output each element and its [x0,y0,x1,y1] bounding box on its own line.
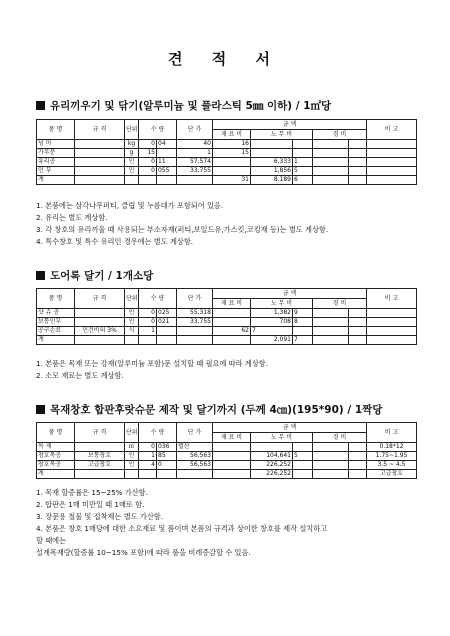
cell-expense [313,452,349,461]
cell-labor: 7 [251,327,293,336]
cell-expense-dec [349,452,367,461]
cell-unit [125,336,139,345]
cell-spec [75,336,125,345]
cell-expense-dec [349,140,367,149]
estimate-table-glass [36,119,417,185]
cell-qty-int: 0 [139,318,157,327]
cell-qty-dec: 04 [157,140,177,149]
table-row [37,158,417,167]
cell-price: 56,563 [177,452,213,461]
cell-name: 계 [37,336,75,345]
cell-spec [75,443,125,452]
cell-expense-dec [349,158,367,167]
notes-wooden-door [36,487,436,559]
cell-price: 33,755 [177,318,213,327]
cell-name: 목 재 [37,443,75,452]
cell-unit: kg [125,140,139,149]
header-material: 재 료 비 [213,130,251,140]
cell-spec [75,149,125,158]
header-note: 비 고 [367,423,417,443]
cell-price [177,176,213,185]
note-line: 2. 소모 재료는 별도 계상함. [36,371,124,380]
cell-spec [75,318,125,327]
cell-price: 1 [177,149,213,158]
header-amount: 금 액 [213,289,367,299]
cell-material [213,309,251,318]
cell-qty-int [139,336,157,345]
section-heading-glass [36,98,331,113]
cell-expense-dec [349,176,367,185]
cell-expense-dec [349,318,367,327]
cell-labor-dec: 6 [293,176,313,185]
bullet-square-icon [36,101,45,110]
cell-unit [125,470,139,479]
cell-price: 55,318 [177,309,213,318]
table-row [37,443,417,452]
cell-name: 유리공 [37,158,75,167]
cell-spec [75,176,125,185]
cell-qty-int: 0 [139,309,157,318]
table-row [37,461,417,470]
table-row [37,149,417,158]
cell-labor: 2,091 [251,336,293,345]
note-line: 4. 특수창호 및 특수 유리인 경우에는 별도 계상함. [36,237,194,246]
header-spec: 규 격 [75,289,125,309]
header-labor: 노 무 비 [251,130,313,140]
cell-labor: 6,333 [251,158,293,167]
cell-qty-dec: 055 [157,167,177,176]
header-name: 품 명 [37,289,75,309]
cell-labor-dec [293,461,313,470]
cell-expense [313,309,349,318]
cell-note: 0.18*12 [367,443,417,452]
cell-qty-dec [157,327,177,336]
cell-qty-int: 1 [139,452,157,461]
cell-material [213,461,251,470]
cell-unit: 인 [125,158,139,167]
cell-labor-dec: 5 [293,452,313,461]
cell-labor [251,443,293,452]
cell-labor-dec: 8 [293,318,313,327]
cell-qty-dec: 021 [157,318,177,327]
table-row [37,318,417,327]
cell-expense [313,167,349,176]
cell-expense [313,443,349,452]
header-qty: 수 량 [139,423,177,443]
cell-expense-dec [349,461,367,470]
table-row [37,452,417,461]
cell-labor: 1,382 [251,309,293,318]
header-amount: 금 액 [213,120,367,130]
table-total-row [37,470,417,479]
bullet-square-icon [36,271,45,280]
table-row [37,167,417,176]
cell-labor-dec [293,443,313,452]
notes-doorlock [36,358,436,382]
cell-note [367,318,417,327]
cell-material [213,167,251,176]
cell-name: 계 [37,176,75,185]
header-unit: 단위 [125,120,139,140]
cell-material [213,336,251,345]
table-row [37,140,417,149]
cell-price: 57,574 [177,158,213,167]
cell-material [213,470,251,479]
header-expense: 경 비 [313,299,367,309]
cell-expense-dec [349,309,367,318]
cell-material: 62 [213,327,251,336]
cell-expense [313,140,349,149]
cell-labor [251,140,293,149]
cell-expense [313,176,349,185]
cell-qty-dec [157,336,177,345]
cell-unit: 인 [125,167,139,176]
cell-note [367,140,417,149]
table-total-row [37,336,417,345]
note-line: 2. 합판은 1매 미만일 때 1매로 함. [36,500,145,509]
cell-qty-int: 0 [139,167,157,176]
cell-name: 넝 마 [37,140,75,149]
cell-note [367,336,417,345]
header-note: 비 고 [367,120,417,140]
cell-labor: 8,189 [251,176,293,185]
cell-unit: 식 [125,327,139,336]
cell-expense-dec [349,149,367,158]
cell-material [213,318,251,327]
header-qty: 수 량 [139,289,177,309]
cell-material: 31 [213,176,251,185]
cell-material [213,158,251,167]
cell-expense [313,327,349,336]
estimate-table-wooden-door [36,422,417,479]
cell-qty-int [139,470,157,479]
header-unit: 단위 [125,289,139,309]
header-spec: 규 격 [75,423,125,443]
cell-qty-int: 0 [139,158,157,167]
cell-labor-dec: 5 [293,167,313,176]
page-title: 견 적 서 [168,50,282,68]
cell-spec: 인건비의 3% [75,327,125,336]
cell-qty-dec: 85 [157,452,177,461]
cell-expense [313,336,349,345]
cell-name: 계 [37,470,75,479]
table-row [37,309,417,318]
cell-price [177,327,213,336]
cell-note [367,158,417,167]
cell-spec: 고급창호 [75,461,125,470]
header-qty: 수 량 [139,120,177,140]
table-total-row [37,176,417,185]
cell-labor: 1,856 [251,167,293,176]
cell-labor-dec [293,140,313,149]
note-line: 3. 장문용 철물 및 접착제는 별도 가산함. [36,512,163,521]
cell-unit: 인 [125,461,139,470]
header-expense: 경 비 [313,130,367,140]
cell-qty-dec [157,470,177,479]
cell-name: 보통인부 [37,318,75,327]
cell-note: 3.5 ~ 4.5 [367,461,417,470]
cell-spec [75,158,125,167]
cell-name: 창호목공 [37,461,75,470]
cell-labor-dec [293,470,313,479]
cell-labor-dec [293,149,313,158]
cell-unit: ㎥ [125,443,139,452]
note-line: 할 때에는 [36,536,67,545]
cell-unit: g [125,149,139,158]
cell-note [367,309,417,318]
cell-name: 인 부 [37,167,75,176]
header-amount: 금 액 [213,423,367,433]
cell-unit: 인 [125,452,139,461]
table-header-row [37,423,417,433]
section-heading-text: 유리끼우기 및 닦기(알루미늄 및 플라스틱 5㎜ 이하) / 1㎡당 [50,100,332,112]
cell-unit: 인 [125,309,139,318]
section-heading-text: 목재창호 합판후랏슈문 제작 및 달기까지 (두께 4㎝)(195*90) / 1짝당 [50,404,383,416]
cell-spec [75,309,125,318]
header-price: 단 가 [177,289,213,309]
header-material: 재 료 비 [213,299,251,309]
cell-qty-dec: 036 [157,443,177,452]
bullet-square-icon [36,405,45,414]
note-line: 1. 본품에는 삼각나무퍼티, 클립 및 누름대가 포함되어 있음. [36,201,224,210]
cell-material: 15 [213,149,251,158]
cell-spec: 보통창호 [75,452,125,461]
cell-labor: 104,641 [251,452,293,461]
header-unit: 단위 [125,423,139,443]
note-line: 설계목재량(할증률 10~15% 포함)에 따라 품을 비례증감할 수 있음. [36,548,251,557]
cell-labor-dec: 7 [293,336,313,345]
note-line: 4. 본품은 창호 1매당에 대한 소요재료 및 품이며 본품의 규격과 상이한 창호를 제작 설치하고 [36,524,328,533]
cell-labor [251,149,293,158]
header-name: 품 명 [37,423,75,443]
cell-qty-int: 1 [139,327,157,336]
cell-qty-int: 15 [139,149,157,158]
cell-spec [75,140,125,149]
section-heading-doorlock [36,268,153,283]
cell-qty-dec: 025 [157,309,177,318]
table-header-row [37,289,417,299]
cell-labor-dec: 9 [293,309,313,318]
cell-qty-dec: 0 [157,461,177,470]
header-material: 재 료 비 [213,433,251,443]
cell-expense-dec [349,336,367,345]
cell-unit: 인 [125,318,139,327]
header-name: 품 명 [37,120,75,140]
cell-note [367,327,417,336]
cell-qty-int [139,176,157,185]
cell-name: 가루분 [37,149,75,158]
notes-glass [36,200,436,248]
header-labor: 노 무 비 [251,433,313,443]
cell-material: 16 [213,140,251,149]
estimate-table-doorlock [36,288,417,345]
cell-material [213,443,251,452]
note-line: 3. 각 창호의 유리끼울 때 사용되는 부소자재(퍼티,보일드유,가스킷,코킹재 등)는 별도 계상함. [36,225,329,234]
cell-name: 공구손료 [37,327,75,336]
cell-expense-dec [349,470,367,479]
cell-expense [313,470,349,479]
cell-price: 33,755 [177,167,213,176]
cell-labor-dec: 1 [293,158,313,167]
cell-note [367,167,417,176]
cell-note: 고급창호 [367,470,417,479]
note-line: 2. 유리는 별도 계상함. [36,213,108,222]
header-note: 비 고 [367,289,417,309]
cell-price [177,470,213,479]
header-price: 단 가 [177,423,213,443]
cell-expense-dec [349,443,367,452]
table-header-row [37,120,417,130]
cell-material [213,452,251,461]
section-heading-text: 도어록 달기 / 1개소당 [50,270,154,282]
cell-name: 샷 슈 공 [37,309,75,318]
header-expense: 경 비 [313,433,367,443]
cell-note [367,149,417,158]
header-labor: 노 무 비 [251,299,313,309]
cell-expense [313,158,349,167]
cell-qty-dec [157,149,177,158]
cell-qty-dec: 11 [157,158,177,167]
cell-expense-dec [349,167,367,176]
cell-price [177,336,213,345]
cell-unit [125,176,139,185]
cell-price: 56,563 [177,461,213,470]
table-row [37,327,417,336]
cell-qty-int: 0 [139,443,157,452]
header-spec: 규 격 [75,120,125,140]
cell-price: 별산 [177,443,213,452]
cell-price: 40 [177,140,213,149]
cell-expense-dec [349,327,367,336]
cell-expense [313,318,349,327]
cell-note: 1.75~1.95 [367,452,417,461]
note-line: 1. 목재 할증률은 15~25% 가산함. [36,488,148,497]
cell-qty-int: 4 [139,461,157,470]
cell-labor-dec [293,327,313,336]
cell-labor: 226,252 [251,461,293,470]
cell-spec [75,167,125,176]
cell-qty-dec [157,176,177,185]
cell-name: 창호목공 [37,452,75,461]
header-price: 단 가 [177,120,213,140]
section-heading-wooden-door [36,402,382,417]
cell-note [367,176,417,185]
cell-expense [313,149,349,158]
cell-labor: 708 [251,318,293,327]
cell-qty-int: 0 [139,140,157,149]
note-line: 1. 본품은 목재 또는 강재(알루미늄 포함)문 설치할 때 필요에 따라 계상함. [36,359,269,368]
cell-labor: 226,252 [251,470,293,479]
cell-spec [75,470,125,479]
cell-expense [313,461,349,470]
